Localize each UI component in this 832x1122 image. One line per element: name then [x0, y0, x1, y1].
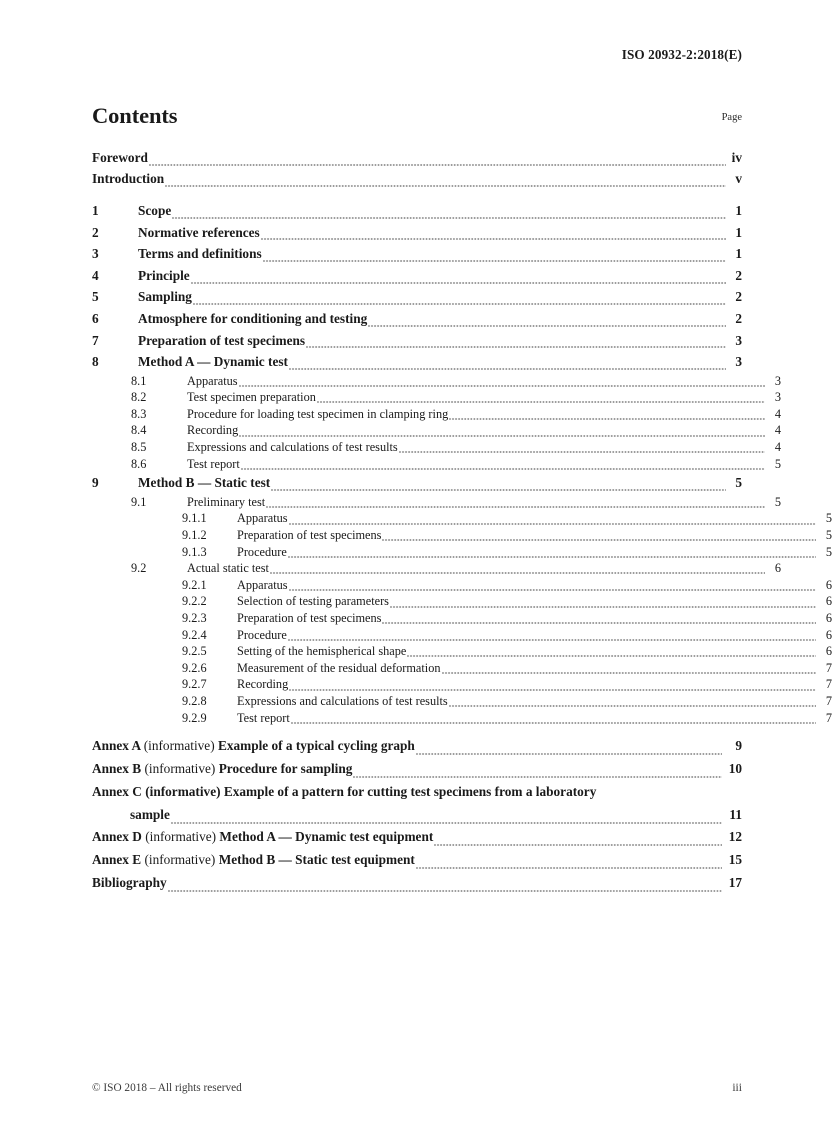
dot-leader — [271, 481, 726, 494]
toc-entry-number: 9.2.9 — [182, 710, 207, 725]
document-footer — [92, 1081, 742, 1094]
dot-leader — [288, 631, 816, 643]
toc-entry-number: 9.2.3 — [182, 611, 207, 625]
toc-entry-page-number: 1 — [735, 246, 742, 262]
toc-entry-label: Expressions and calculations of test results — [187, 440, 398, 455]
toc-entry-number: 3 — [92, 246, 99, 262]
toc-entry-page-number: 5 — [825, 511, 832, 526]
toc-entry-number: 9.1 — [131, 494, 147, 509]
toc-entry-label: Sampling — [138, 289, 192, 305]
toc-entry-number: 8 — [92, 354, 99, 370]
toc-entry-clause-7[interactable] — [92, 330, 742, 352]
dot-leader — [191, 273, 726, 286]
toc-entry-clause-9.2.8[interactable] — [92, 693, 832, 710]
toc-entry-number: 9 — [92, 475, 99, 491]
annex-label: Annex D — [92, 829, 146, 845]
toc-entry-number: 8.3 — [131, 406, 147, 421]
toc-entry-label: Apparatus — [237, 577, 288, 592]
clause-entries — [92, 200, 832, 726]
dot-leader — [289, 359, 726, 372]
toc-entry-label: Setting of the hemispherical shape — [237, 644, 407, 659]
dot-leader — [416, 745, 722, 758]
toc-entry-clause-8.3[interactable] — [92, 406, 781, 423]
page-column-label: Page — [721, 112, 742, 123]
toc-entry-page-number: 4 — [774, 423, 781, 438]
toc-entry-clause-8.2[interactable] — [92, 389, 781, 406]
dot-leader — [399, 443, 765, 455]
toc-entry-number: 9.2.8 — [182, 693, 207, 708]
annex-first-line — [92, 781, 742, 804]
toc-entry-number: 8.5 — [131, 440, 147, 455]
dot-leader — [239, 427, 765, 439]
toc-entry-number: 7 — [92, 332, 99, 348]
toc-entry-page-number: 12 — [728, 829, 742, 845]
dot-leader — [416, 859, 722, 872]
dot-leader — [317, 394, 765, 406]
toc-entry-label: Test report — [237, 710, 290, 725]
toc-entry-label: Procedure — [237, 627, 287, 642]
toc-entry-label: Test specimen preparation — [187, 390, 316, 405]
dot-leader — [270, 565, 765, 577]
toc-entry-number: 9.2.7 — [182, 677, 207, 692]
annex-body-text — [92, 735, 415, 758]
toc-entry-number: 5 — [92, 289, 99, 305]
dot-leader — [390, 598, 816, 610]
toc-entry-number: 4 — [92, 267, 99, 283]
toc-entry-page-number: 5 — [825, 528, 832, 543]
toc-entry-label: Method B — Static test — [138, 475, 271, 491]
toc-entry-page-number: 2 — [735, 267, 742, 283]
toc-entry-clause-9.2.4[interactable] — [92, 627, 832, 644]
toc-entry-page-number: 6 — [825, 611, 832, 625]
toc-entry-label: Method A — Dynamic test — [138, 354, 288, 370]
annex-body-text — [92, 826, 433, 849]
bibliography-page-number: 17 — [728, 874, 742, 890]
toc-entry-label: Atmosphere for conditioning and testing — [138, 310, 368, 326]
toc-entry-number: 9.1.2 — [182, 528, 207, 543]
toc-entry-page-number: 7 — [825, 660, 832, 675]
toc-entry-label: Actual static test — [187, 561, 269, 576]
toc-entry-clause-9.2.3[interactable] — [92, 610, 832, 627]
toc-entry-number: 9.2.6 — [182, 660, 207, 675]
toc-entry-page-number: 2 — [735, 310, 742, 326]
dot-leader — [261, 230, 726, 243]
toc-entry-annex-a[interactable] — [92, 735, 742, 758]
annex-body-text — [92, 758, 352, 781]
toc-entry-label: Procedure for loading test specimen in clamping ring — [187, 406, 449, 421]
annex-kind: (informative) — [144, 852, 219, 868]
annex-title: Example of a typical cycling graph — [217, 738, 415, 754]
toc-entry-foreword[interactable] — [92, 147, 742, 169]
dot-leader — [288, 548, 816, 560]
toc-entry-annex-d[interactable] — [92, 826, 742, 849]
toc-entry-page-number: 2 — [735, 289, 742, 305]
annex-kind: (informative) — [143, 738, 218, 754]
toc-entry-page-number: 6 — [825, 577, 832, 592]
toc-entry-label: Scope — [138, 202, 172, 218]
toc-entry-page-number: 6 — [825, 627, 832, 642]
toc-entry-clause-9.1.2[interactable] — [92, 527, 832, 544]
toc-entry-clause-5[interactable] — [92, 286, 742, 308]
dot-leader — [171, 813, 722, 826]
toc-entry-clause-9.2.6[interactable] — [92, 660, 832, 677]
toc-entry-clause-9[interactable] — [92, 472, 742, 494]
toc-entry-label: Preliminary test — [187, 494, 266, 509]
contents-heading-row — [92, 104, 742, 129]
annex-body-text — [92, 849, 415, 872]
toc-entry-clause-1[interactable] — [92, 200, 742, 222]
annex-label: Annex A — [92, 738, 144, 754]
toc-entry-number: 9.2.5 — [182, 644, 207, 659]
toc-entry-clause-8[interactable] — [92, 351, 742, 373]
toc-entry-clause-9.2[interactable] — [92, 560, 781, 577]
toc-entry-page-number: 5 — [774, 494, 781, 509]
dot-leader — [193, 295, 726, 308]
dot-leader — [306, 338, 726, 351]
dot-leader — [291, 714, 816, 726]
toc-entry-clause-9.1.1[interactable] — [92, 510, 832, 527]
annex-kind: (informative) — [144, 760, 219, 776]
toc-entry-clause-9.2.9[interactable] — [92, 710, 832, 727]
document-header-id: ISO 20932-2:2018(E) — [621, 47, 742, 62]
toc-entry-label: Recording — [187, 423, 239, 438]
toc-entry-page-number: iv — [731, 149, 742, 165]
dot-leader — [407, 647, 816, 659]
toc-entry-number: 2 — [92, 224, 99, 240]
toc-entry-page-number: 3 — [735, 354, 742, 370]
toc-entry-page-number: 7 — [825, 710, 832, 725]
toc-entry-introduction[interactable] — [92, 168, 742, 190]
annex-label: Annex E — [92, 852, 145, 868]
dot-leader — [353, 767, 722, 780]
annex-second-line — [92, 804, 742, 827]
front-matter-entries — [92, 147, 742, 190]
toc-entry-clause-9.2.1[interactable] — [92, 577, 832, 594]
toc-entry-page-number: 6 — [825, 594, 832, 609]
toc-entry-page-number: 5 — [735, 475, 742, 491]
toc-entry-page-number: 3 — [774, 390, 781, 405]
annex-label: Annex C — [92, 783, 146, 799]
toc-entry-page-number: 5 — [774, 456, 781, 471]
toc-entry-number: 9.2 — [131, 561, 147, 576]
toc-entry-number: 6 — [92, 310, 99, 326]
copyright-notice: © ISO 2018 – All rights reserved — [92, 1082, 242, 1094]
toc-entry-clause-8.6[interactable] — [92, 456, 781, 473]
toc-entry-number: 9.2.4 — [182, 627, 207, 642]
toc-entry-clause-6[interactable] — [92, 308, 742, 330]
annex-kind: (informative) — [145, 783, 224, 799]
toc-entry-page-number: 9 — [735, 738, 742, 754]
toc-entry-page-number: 11 — [729, 806, 742, 822]
toc-entry-annex-c[interactable] — [92, 781, 742, 827]
toc-entry-label: Introduction — [92, 171, 165, 187]
dot-leader — [289, 581, 816, 593]
toc-entry-clause-9.2.7[interactable] — [92, 676, 832, 693]
toc-entry-label: Apparatus — [237, 511, 288, 526]
dot-leader — [165, 177, 726, 190]
annex-title: Procedure for sampling — [218, 760, 353, 776]
toc-entry-clause-8.4[interactable] — [92, 422, 781, 439]
toc-entry-annex-b[interactable] — [92, 758, 742, 781]
toc-entry-label: Test report — [187, 456, 240, 471]
toc-entry-page-number: 7 — [825, 693, 832, 708]
annex-label: Annex B — [92, 760, 145, 776]
dot-leader — [449, 410, 765, 422]
toc-entry-number: 9.2.1 — [182, 577, 207, 592]
toc-entry-label: Apparatus — [187, 373, 238, 388]
toc-entry-page-number: 6 — [774, 561, 781, 576]
toc-entry-clause-8.5[interactable] — [92, 439, 781, 456]
toc-entry-page-number: 10 — [728, 760, 742, 776]
annex-title: Method B — Static test equipment — [218, 852, 415, 868]
annex-entries — [92, 735, 742, 872]
contents-section — [92, 103, 832, 895]
toc-entry-page-number: 1 — [735, 202, 742, 218]
toc-entry-bibliography[interactable] — [92, 872, 742, 895]
toc-entry-number: 8.4 — [131, 423, 147, 438]
toc-entry-page-number: 4 — [774, 440, 781, 455]
spacer — [92, 190, 742, 200]
toc-entry-number: 8.6 — [131, 456, 147, 471]
table-of-contents — [92, 147, 832, 895]
toc-entry-label: Preparation of test specimens — [237, 611, 382, 625]
toc-entry-page-number: 1 — [735, 224, 742, 240]
dot-leader — [241, 460, 765, 472]
dot-leader — [266, 498, 765, 510]
dot-leader — [442, 664, 816, 676]
toc-entry-label: Principle — [138, 267, 190, 283]
page-folio: iii — [732, 1081, 742, 1094]
toc-entry-annex-e[interactable] — [92, 849, 742, 872]
dot-leader — [368, 316, 726, 329]
toc-entry-clause-8.1[interactable] — [92, 373, 781, 390]
dot-leader — [149, 155, 726, 168]
toc-entry-page-number: 5 — [825, 544, 832, 559]
toc-entry-label: Preparation of test specimens — [138, 332, 306, 348]
toc-entry-number: 8.2 — [131, 390, 147, 405]
toc-entry-number: 9.1.1 — [182, 511, 207, 526]
toc-entry-clause-4[interactable] — [92, 265, 742, 287]
dot-leader — [172, 208, 726, 221]
toc-entry-page-number: 6 — [825, 644, 832, 659]
toc-entry-clause-9.2.2[interactable] — [92, 593, 832, 610]
bibliography-label: Bibliography — [92, 874, 167, 890]
dot-leader — [449, 697, 816, 709]
toc-entry-label: Expressions and calculations of test results — [237, 693, 448, 708]
toc-entry-page-number: v — [735, 171, 742, 187]
dot-leader — [263, 251, 726, 264]
dot-leader — [382, 614, 816, 626]
annex-kind: (informative) — [145, 829, 220, 845]
toc-entry-label: Procedure — [237, 544, 287, 559]
annex-title: Method A — Dynamic test equipment — [219, 829, 434, 845]
toc-entry-number: 9.1.3 — [182, 544, 207, 559]
toc-entry-clause-3[interactable] — [92, 243, 742, 265]
toc-entry-label: Preparation of test specimens — [237, 528, 382, 543]
toc-entry-label: Terms and definitions — [138, 246, 262, 262]
annex-title-continued: sample — [130, 806, 170, 822]
dot-leader — [239, 377, 765, 389]
dot-leader — [434, 836, 722, 849]
toc-entry-clause-9.1[interactable] — [92, 494, 781, 511]
toc-entry-page-number: 3 — [774, 373, 781, 388]
toc-entry-number: 8.1 — [131, 373, 147, 388]
toc-entry-label: Foreword — [92, 149, 148, 165]
toc-entry-number: 1 — [92, 202, 99, 218]
toc-entry-label: Normative references — [138, 224, 260, 240]
toc-entry-page-number: 4 — [774, 406, 781, 421]
dot-leader — [289, 681, 816, 693]
page-title: Contents — [92, 103, 178, 128]
toc-entry-label: Selection of testing parameters — [237, 594, 389, 609]
toc-entry-page-number: 7 — [825, 677, 832, 692]
toc-entry-clause-9.1.3[interactable] — [92, 544, 832, 561]
dot-leader — [168, 881, 722, 894]
toc-entry-number: 9.2.2 — [182, 594, 207, 609]
toc-entry-clause-2[interactable] — [92, 222, 742, 244]
toc-entry-label: Recording — [237, 677, 289, 692]
dot-leader — [289, 515, 816, 527]
toc-entry-page-number: 3 — [735, 332, 742, 348]
dot-leader — [382, 531, 816, 543]
toc-entry-clause-9.2.5[interactable] — [92, 643, 832, 660]
toc-entry-page-number: 15 — [728, 852, 742, 868]
annex-title: Example of a pattern for cutting test specimens from a laboratory — [223, 783, 597, 799]
toc-entry-label: Measurement of the residual deformation — [237, 660, 441, 675]
